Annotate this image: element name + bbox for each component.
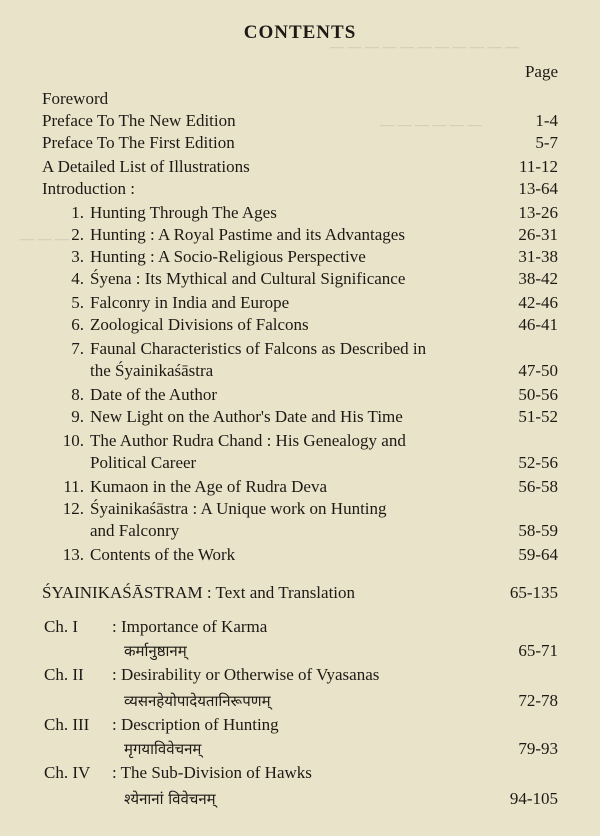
toc-entry[interactable] <box>0 156 600 178</box>
toc-sub-entry[interactable] <box>0 544 600 566</box>
toc-sub-entry[interactable] <box>0 406 600 428</box>
toc-sub-entry[interactable] <box>0 498 600 520</box>
chapter-sanskrit-line[interactable] <box>0 690 600 712</box>
toc-entry-title: Introduction : <box>42 179 136 198</box>
toc-sub-entry[interactable] <box>0 314 600 336</box>
toc-entry[interactable] <box>0 178 600 200</box>
item-number: 3. <box>71 247 84 266</box>
toc-entry-title-continued: the Śyainikaśāstra <box>90 361 214 380</box>
chapter-entry[interactable] <box>0 616 600 638</box>
toc-entry-pages: 13-64 <box>518 179 558 198</box>
toc-entry-title: Preface To The New Edition <box>42 111 236 130</box>
toc-entry-title-continued: and Falconry <box>90 521 180 540</box>
item-number: 13. <box>62 545 84 564</box>
section-title: ŚYAINIKAŚĀSTRAM : Text and Translation <box>42 583 356 602</box>
toc-entry-pages: 42-46 <box>518 293 558 312</box>
toc-entry-pages: 26-31 <box>518 225 558 244</box>
toc-sub-entry[interactable] <box>0 268 600 290</box>
chapter-sanskrit-title: व्यसनहेयोपादेयतानिरूपणम् <box>124 692 271 710</box>
toc-entry-title: Zoological Divisions of Falcons <box>90 315 309 334</box>
toc-entry-title: Hunting : A Royal Pastime and its Advantages <box>90 225 405 244</box>
chapter-title: : Desirability or Otherwise of Vyasanas <box>112 665 380 684</box>
toc-entry-pages: 11-12 <box>518 157 558 176</box>
toc-entry-title: Śyainikaśāstra : A Unique work on Hunting <box>90 499 387 518</box>
toc-entry-pages: 5-7 <box>535 133 558 152</box>
toc-entry-pages: 94-105 <box>509 789 558 808</box>
toc-entry-title: Foreword <box>42 89 109 108</box>
item-number: 5. <box>71 293 84 312</box>
toc-entry-title: Kumaon in the Age of Rudra Deva <box>90 477 327 496</box>
toc-entry-pages: 56-58 <box>518 477 558 496</box>
toc-entry-pages: 65-135 <box>509 583 558 602</box>
chapter-sanskrit-line[interactable] <box>0 640 600 662</box>
chapter-label: Ch. III <box>44 715 90 734</box>
toc-entry-title: Contents of the Work <box>90 545 236 564</box>
toc-entry-pages: 38-42 <box>518 269 558 288</box>
chapter-label: Ch. I <box>44 617 78 636</box>
toc-sub-entry-continued[interactable] <box>0 360 600 382</box>
toc-entry-pages: 72-78 <box>518 691 558 710</box>
toc-entry-title-continued: Political Career <box>90 453 197 472</box>
toc-section-heading[interactable] <box>0 582 600 604</box>
toc-sub-entry-continued[interactable] <box>0 520 600 542</box>
chapter-sanskrit-title: कर्मानुष्ठानम् <box>124 642 187 660</box>
toc-sub-entry[interactable] <box>0 384 600 406</box>
toc-entry-pages: 79-93 <box>518 739 558 758</box>
toc-sub-entry-continued[interactable] <box>0 452 600 474</box>
item-number: 12. <box>62 499 84 518</box>
toc-entry-title: Date of the Author <box>90 385 217 404</box>
item-number: 8. <box>71 385 84 404</box>
toc-sub-entry[interactable] <box>0 202 600 224</box>
page-column-label: Page <box>524 62 558 81</box>
chapter-entry[interactable] <box>0 714 600 736</box>
chapter-title: : The Sub-Division of Hawks <box>112 763 312 782</box>
item-number: 6. <box>71 315 84 334</box>
chapter-entry[interactable] <box>0 664 600 686</box>
toc-entry-pages: 58-59 <box>518 521 558 540</box>
page-title: CONTENTS <box>243 22 357 43</box>
toc-entry-title: Falconry in India and Europe <box>90 293 290 312</box>
chapter-sanskrit-line[interactable] <box>0 738 600 760</box>
item-number: 1. <box>71 203 84 222</box>
toc-entry-pages: 65-71 <box>518 641 558 660</box>
toc-entry-title: Preface To The First Edition <box>42 133 235 152</box>
bleed-through-text: — — — — — — <box>380 118 482 133</box>
toc-entry-title: The Author Rudra Chand : His Genealogy and <box>90 431 406 450</box>
item-number: 11. <box>63 477 84 496</box>
toc-entry-title: Faunal Characteristics of Falcons as Described in <box>90 339 427 358</box>
chapter-sanskrit-title: मृगयाविवेचनम् <box>124 740 202 758</box>
chapter-label: Ch. IV <box>44 763 91 782</box>
toc-entry-pages: 50-56 <box>518 385 558 404</box>
toc-entry-pages: 1-4 <box>535 111 558 130</box>
toc-entry-pages: 47-50 <box>518 361 558 380</box>
toc-entry-title: A Detailed List of Illustrations <box>42 157 250 176</box>
toc-entry-pages: 51-52 <box>518 407 558 426</box>
toc-entry[interactable] <box>0 110 600 132</box>
chapter-sanskrit-line[interactable] <box>0 788 600 810</box>
toc-entry-pages: 59-64 <box>518 545 558 564</box>
item-number: 4. <box>71 269 84 288</box>
toc-sub-entry[interactable] <box>0 430 600 452</box>
toc-entry-pages: 46-41 <box>518 315 558 334</box>
toc-sub-entry[interactable] <box>0 338 600 360</box>
bleed-through-text: — — — <box>20 232 69 247</box>
toc-sub-entry[interactable] <box>0 292 600 314</box>
chapter-title: : Description of Hunting <box>112 715 279 734</box>
item-number: 7. <box>71 339 84 358</box>
chapter-entry[interactable] <box>0 762 600 784</box>
chapter-label: Ch. II <box>44 665 84 684</box>
chapter-title: : Importance of Karma <box>112 617 268 636</box>
toc-entry-pages: 13-26 <box>518 203 558 222</box>
toc-entry-title: Śyena : Its Mythical and Cultural Significance <box>90 269 406 288</box>
toc-entry-title: Hunting Through The Ages <box>90 203 277 222</box>
toc-entry-pages: 52-56 <box>518 453 558 472</box>
toc-entry-title: New Light on the Author's Date and His Time <box>90 407 403 426</box>
bleed-through-text: — — — — — — — — — — — <box>330 40 519 55</box>
toc-entry-pages: 31-38 <box>518 247 558 266</box>
toc-sub-entry[interactable] <box>0 246 600 268</box>
chapter-sanskrit-title: श्येनानां विवेचनम् <box>124 790 216 808</box>
toc-sub-entry[interactable] <box>0 476 600 498</box>
toc-entry-title: Hunting : A Socio-Religious Perspective <box>90 247 366 266</box>
item-number: 2. <box>71 225 84 244</box>
toc-entry[interactable] <box>0 88 600 110</box>
toc-entry[interactable] <box>0 132 600 154</box>
item-number: 10. <box>62 431 84 450</box>
item-number: 9. <box>71 407 84 426</box>
toc-sub-entry[interactable] <box>0 224 600 246</box>
